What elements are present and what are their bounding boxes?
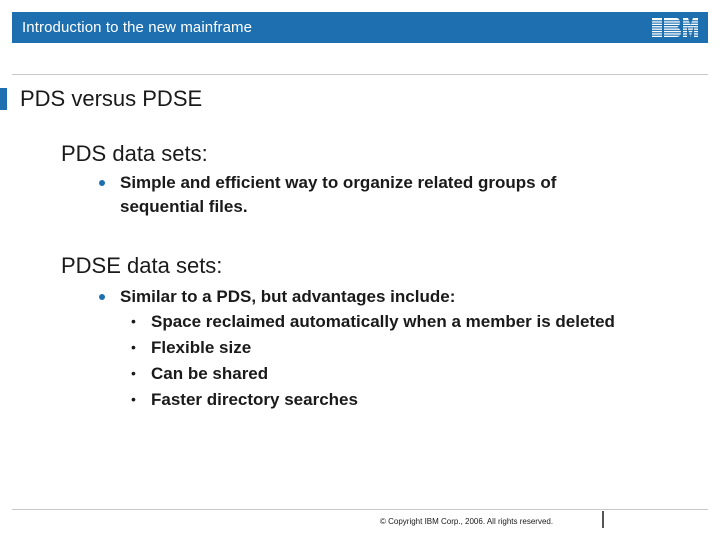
bullet-line: sequential files. (120, 197, 248, 216)
bottom-divider (12, 509, 708, 510)
top-divider (12, 74, 708, 75)
sub-bullet-text: Flexible size (151, 338, 252, 357)
bullet-text (120, 171, 556, 219)
footer-tick (602, 511, 604, 528)
section-heading-pds: PDS data sets: (61, 141, 208, 166)
sub-bullet-text: Can be shared (151, 364, 269, 383)
bullet-dot (99, 180, 105, 186)
slide-title: PDS versus PDSE (20, 86, 203, 111)
bullet-line: Simple and efficient way to organize related groups of (120, 173, 557, 192)
sub-bullet-marker: • (131, 365, 136, 381)
sub-bullet-text: Faster directory searches (151, 390, 358, 409)
sub-bullet-marker: • (131, 391, 136, 407)
bullet-text: Similar to a PDS, but advantages include: (120, 287, 456, 306)
header-bar (12, 12, 708, 43)
sub-bullet-marker: • (131, 313, 136, 329)
title-accent-bar (0, 88, 7, 110)
header-title: Introduction to the new mainframe (22, 19, 253, 36)
bullet-dot (99, 294, 105, 300)
sub-bullet-marker: • (131, 339, 136, 355)
copyright-text: © Copyright IBM Corp., 2006. All rights reserved. (380, 517, 554, 526)
ibm-logo-icon (652, 18, 698, 37)
section-heading-pdse: PDSE data sets: (61, 253, 223, 278)
sub-bullet-text: Space reclaimed automatically when a member is deleted (151, 312, 615, 331)
